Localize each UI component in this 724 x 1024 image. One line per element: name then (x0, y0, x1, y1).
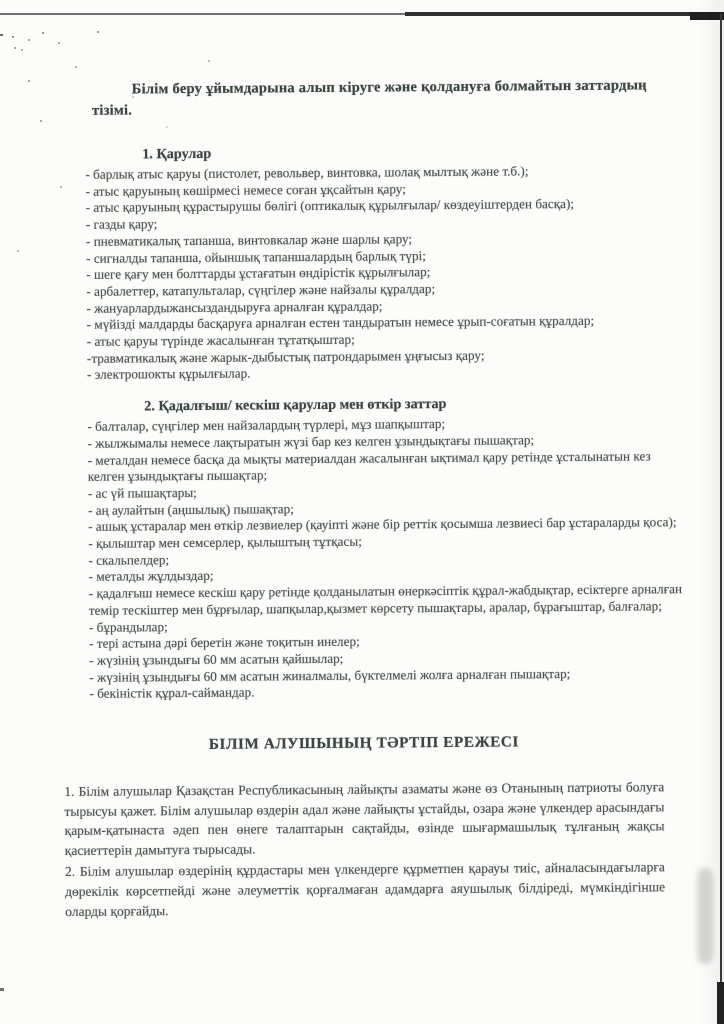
list-item: - аң аулайтын (аңшылық) пышақтар; (88, 500, 294, 518)
list-item: - атыс қаруы түрінде жасалынған тұтатқыштар; (86, 331, 355, 349)
section-2-heading: 2. Қадалғыш/ кескіш қарулар мен өткір заттар (144, 396, 447, 415)
scan-artifact-right-shading (698, 0, 724, 1024)
list-item: - бұрандылар; (88, 618, 168, 635)
section-1-heading: 1. Қарулар (142, 145, 212, 163)
list-item: - сигналды тапанша, ойыншық тапаншалардың барлық түрі; (86, 247, 426, 266)
list-item: - ашық ұстаралар мен өткір лезвиелер (қауіпті және бір реттік қосымша лезвиесі бар ұстараларды қоса); (88, 514, 677, 535)
scan-artifact-left-mark (0, 34, 3, 36)
list-item: - бекіністік құрал-саймандар. (89, 684, 255, 702)
list-item: - жануарлардыжансыздандыруға арналған құралдар; (86, 298, 383, 316)
list-item: - металдан немесе басқа да мықты материалдан жасалынған ықтимал қару ретінде ұсталынатын кез келген ұзындықтағы пышақтар; (87, 447, 651, 485)
list-item: - жылжымалы немесе лақтыратын жүзі бар кез келген ұзындықтағы пышақтар; (87, 432, 535, 451)
section-2-list (87, 414, 689, 703)
list-item: - жүзінің ұзындығы 60 мм асатын жиналмалы, бүктелмелі жолға арналған пышақтар; (89, 665, 571, 685)
list-item: - жүзінің ұзындығы 60 мм асатын қайшылар; (89, 650, 344, 668)
section-1-list (85, 162, 687, 384)
list-item: - балталар, сүңгілер мен найзалардың түрлері, мұз шапқыштар; (87, 416, 446, 434)
list-item: - электрошокты құрылғылар. (86, 365, 251, 383)
list-item: - атыс қаруының құрастырушы бөлігі (оптикалық құрылғылар/ көздеуіштерден басқа); (85, 196, 575, 216)
list-item: - атыс қаруының көшірмесі немесе соған ұқсайтын қару; (85, 180, 406, 199)
scan-artifact-top-line-thick (405, 12, 695, 16)
scan-artifact-top-line (0, 13, 410, 15)
list-item: - газды қару; (85, 216, 158, 232)
list-item: - пневматикалық тапанша, винтовкалар және шарлы қару; (85, 231, 413, 249)
scan-noise-dots (12, 36, 14, 38)
list-item: - тері астына дәрі беретін және тоқитын инелер; (89, 633, 360, 652)
rules-heading: БІЛІМ АЛУШЫНЫҢ ТӘРТІП ЕРЕЖЕСІ (208, 733, 520, 753)
rules-paragraph-2: 2. Білім алушылар өздерінің құрдастары мен үлкендерге құрметпен қарауы тиіс, айналасындағыларға дөрекілік көрсетпейді және әлеуметтік қорғалмаған адамдарға аяушылық білдіреді, мүмкіндігінше оларды қорғайды. (64, 859, 666, 919)
list-item: - қадалғыш немесе кескіш қару ретінде қолданылатын өнеркәсіптік құрал-жабдықтар, есіктерге арналған темір тескіштер мен бұрғылар, шапқылар,қызмет көрсету пышақтары, аралар, бұрағыштар, балғалар; (88, 581, 683, 618)
page-title: Білім беру ұйымдарына алып кіруге және қолдануға болмайтын заттардың тізімі. (91, 77, 647, 119)
list-item: - скальпелдер; (88, 551, 170, 568)
rules-paragraph-1: 1. Білім алушылар Қазақстан Республикасының лайықты азаматы және өз Отанының патриоты болуға тырысуы қажет. Білім алушылар өздерін адал және лайықты ұстайды, озара және үлкендер арасындағы қарым-қатынаста әдеп пен өнеге талаптарын сақтайды, өзінде шығармашылық тұлғаның жақсы қасиеттерін дамытуға тырысады. (64, 779, 665, 858)
list-item: - ас үй пышақтары; (87, 484, 197, 501)
list-item: -травматикалық және жарык-дыбыстық патрондарымен ұңғысыз қару; (86, 347, 485, 366)
list-item: - барлық атыс қаруы (пистолет, револьвер, винтовка, шолақ мылтық және т.б.); (85, 163, 529, 182)
list-item: - қылыштар мен семсерлер, қылыштың тұтқасы; (88, 533, 362, 551)
list-item: - металды жұлдыздар; (88, 568, 214, 585)
list-item: - арбалеттер, катапульталар, сүңгілер және найзалы құралдар; (86, 280, 436, 299)
list-item: - шеге қағу мен болттарды ұстағатын өндірістік құрылғылар; (86, 264, 431, 283)
scan-artifact-left-mark (0, 988, 4, 991)
list-item: - мүйізді малдарды басқаруға арналған естен тандыратын немесе ұрып-соғатын құралдар; (86, 313, 595, 333)
